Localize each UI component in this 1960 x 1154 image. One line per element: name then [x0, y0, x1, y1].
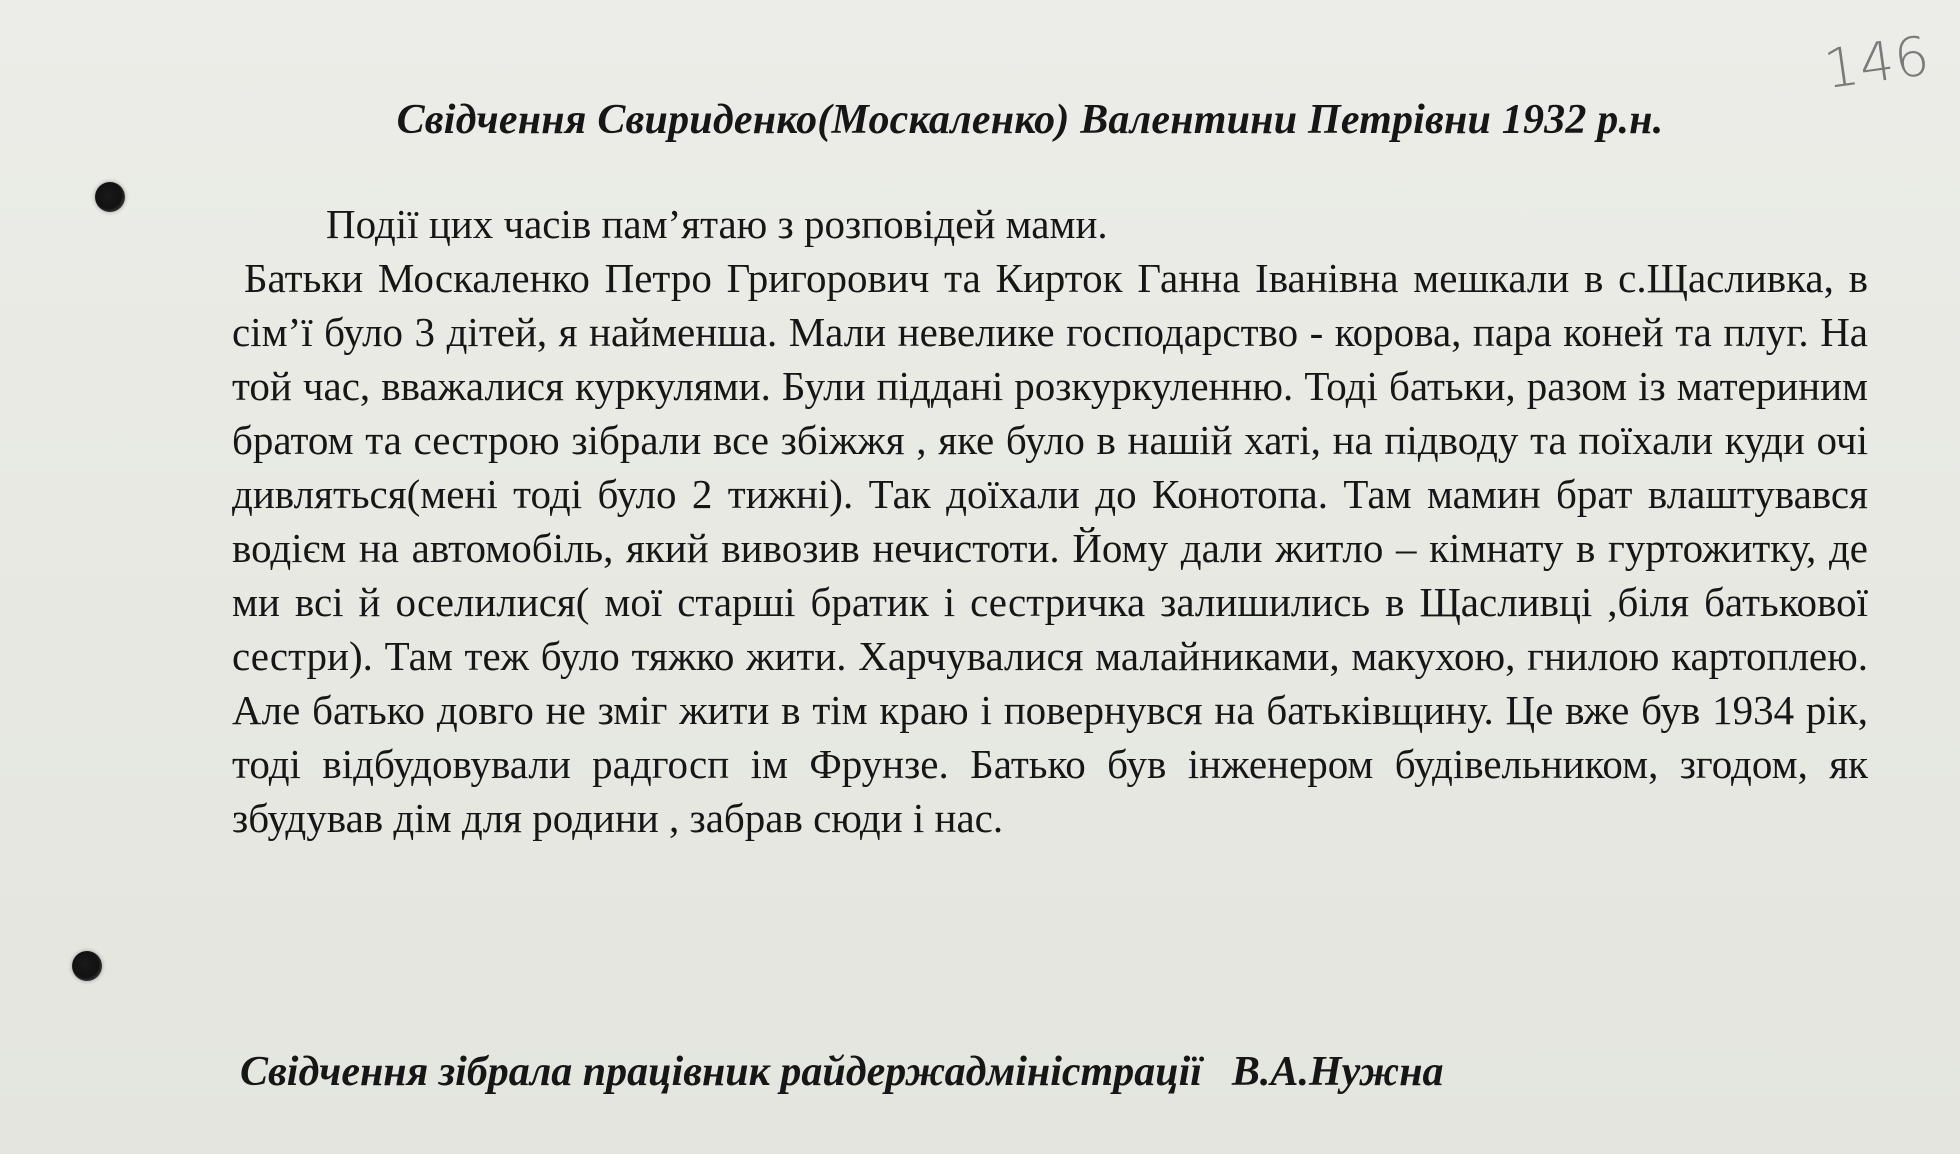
- intro-paragraph: Події цих часів пам’ятаю з розповідей мами.: [326, 201, 1108, 247]
- handwritten-page-number: 146: [1820, 23, 1934, 101]
- main-paragraph: Батьки Москаленко Петро Григорович та Кирток Ганна Іванівна мешкали в с.Щасливка, в сім’ї було 3 дітей, я найменша. Мали невелике господарство - корова, пара коней та плуг. На той час, вважалися куркулями. Були піддані розкуркуленню. Тоді батьки, разом із материним братом та сестрою зібрали все збіжжя , яке було в нашій хаті, на підводу та поїхали куди очі дивляться(мені тоді було 2 тижні). Так доїхали до Конотопа. Там мамин брат влаштувався водієм на автомобіль, який вивозив нечистоти. Йому дали житло – кімнату в гуртожитку, де ми всі й оселилися( мої старші братик і сестричка залишились в Щасливці ,біля батькової сестри). Там теж було тяжко жити. Харчувалися малайниками, макухою, гнилою картоплею. Але батько довго не зміг жити в тім краю і повернувся на батьківщину. Це вже був 1934 рік, тоді відбудовували радгосп ім Фрунзе. Батько був інженером будівельником, згодом, як збудував дім для родини , забрав сюди і нас.: [232, 255, 1868, 841]
- collector-signature-line: [240, 1048, 1820, 1096]
- punch-hole-top: [95, 182, 125, 212]
- testimony-body: [232, 197, 1868, 845]
- document-title: Свідчення Свириденко(Москаленко) Валентини Петрівни 1932 р.н.: [396, 97, 1664, 143]
- collector-name: В.А.Нужна: [1231, 1049, 1444, 1095]
- punch-hole-bottom: [72, 951, 102, 981]
- collector-label: Свідчення зібрала працівник райдержадміністрації: [240, 1049, 1202, 1095]
